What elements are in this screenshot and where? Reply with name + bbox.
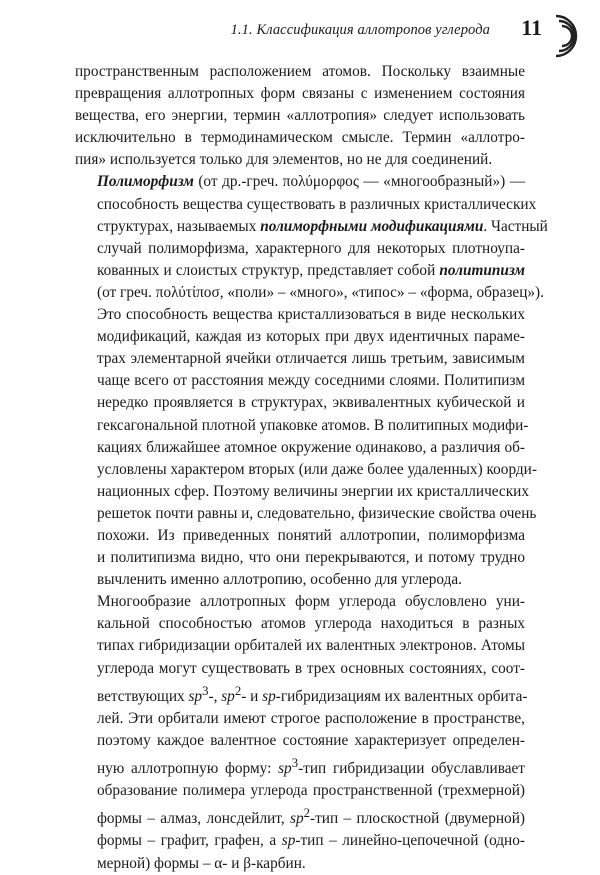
text-line: Это способность вещества кристаллизоваться в виде нескольких bbox=[97, 306, 525, 324]
text-run: -гибридизациям их валентных орбита- bbox=[275, 687, 528, 705]
text-line: гексагональной плотной упаковке атомов. В политипных модифи- bbox=[97, 416, 529, 434]
text-line: чаще всего от расстояния между соседними слоями. Политипизм bbox=[97, 372, 525, 390]
italic-text: sp bbox=[188, 687, 203, 705]
text-run: -, bbox=[208, 687, 222, 705]
text-line: кациях ближайшее атомное окружение одинаково, а различия об- bbox=[97, 438, 525, 456]
page-header bbox=[0, 12, 600, 52]
italic-text: sp bbox=[290, 810, 304, 828]
superscript: 2 bbox=[303, 806, 311, 821]
paragraph bbox=[75, 171, 548, 591]
italic-text: sp bbox=[278, 760, 292, 778]
page-number: 11 bbox=[521, 15, 542, 40]
text-line: нередко проявляется в структурах, эквивалентных кубической и bbox=[97, 394, 525, 412]
text-run: -тип – плоскостной (двумерной) bbox=[310, 810, 525, 828]
text-line: условлены характером вторых (или даже более удаленных) коорди- bbox=[97, 460, 537, 478]
text-run: (от др.-греч. πολύμορφος — «многообразный») — bbox=[193, 173, 525, 191]
text-line: мерной) формы – α- и β-карбин. bbox=[97, 854, 306, 872]
superscript: 3 bbox=[202, 683, 209, 698]
text-line: похожи. Из приведенных понятий аллотропии, полиморфизма bbox=[97, 526, 525, 544]
text-line bbox=[75, 830, 525, 852]
text-line: и политипизма видно, что они перекрываются, и потому трудно bbox=[97, 549, 525, 567]
term-emphasis: Полиморфизм bbox=[97, 173, 194, 191]
text-line bbox=[75, 752, 525, 780]
text-run: формы – алмаз, лонсдейлит, bbox=[97, 810, 291, 828]
running-title: 1.1. Классификация аллотропов углерода bbox=[230, 22, 490, 38]
text-line bbox=[75, 802, 525, 830]
text-line: случай полиморфизма, характерного для некоторых плотноупа- bbox=[97, 239, 525, 257]
text-run: . Частный bbox=[483, 217, 548, 235]
text-line: типах гибридизации орбиталей их валентных электронов. Атомы bbox=[97, 637, 525, 655]
text-line: способность вещества существовать в различных кристаллических bbox=[97, 195, 537, 213]
text-run: - и bbox=[241, 687, 263, 705]
text-line bbox=[75, 216, 548, 238]
text-run: формы – графит, графен, а bbox=[97, 832, 282, 850]
superscript: 2 bbox=[234, 683, 242, 698]
term-emphasis: полиморфными модификациями bbox=[260, 217, 484, 235]
text-run: кованных и слоистых структур, представляет собой bbox=[97, 261, 440, 279]
text-line bbox=[75, 260, 525, 282]
text-run: структурах, называемых bbox=[97, 217, 261, 235]
text-line: (от греч. πολύτίποσ, «поли» – «много», «типос» – «форма, образец»). bbox=[97, 283, 544, 301]
text-run: ную аллотропную форму: bbox=[97, 760, 279, 778]
text-line: решеток почти равны и, следовательно, физические свойства очень bbox=[97, 504, 537, 522]
text-line: Многообразие аллотропных форм углерода обусловлено уни- bbox=[97, 593, 525, 611]
text-line: кальной способностью атомов углерода находиться в разных bbox=[97, 615, 525, 633]
text-line: вещества, его энергии, термин «аллотропия» следует использовать bbox=[75, 107, 525, 125]
decorative-arcs-icon bbox=[534, 12, 582, 60]
paragraph bbox=[75, 591, 528, 874]
text-line: превращения аллотропных форм связаны с изменением состояния bbox=[75, 85, 525, 103]
text-line: поэтому каждое валентное состояние характеризует определен- bbox=[97, 731, 525, 749]
text-run: ветствующих bbox=[97, 687, 189, 705]
text-line: лей. Эти орбитали имеют строгое расположение в пространстве, bbox=[97, 709, 525, 727]
text-line: национных сфер. Поэтому величины энергии их кристаллических bbox=[97, 482, 529, 500]
text-line: углерода могут существовать в трех основных состояниях, соот- bbox=[97, 659, 525, 677]
text-line: модификаций, каждая из которых при двух идентичных параме- bbox=[97, 328, 525, 346]
superscript: 3 bbox=[291, 756, 299, 770]
term-emphasis: политипизм bbox=[439, 261, 525, 279]
text-line bbox=[75, 680, 528, 708]
text-line bbox=[75, 171, 525, 193]
text-line: вычленить именно аллотропию, особенно для углерода. bbox=[97, 571, 463, 589]
body-text bbox=[75, 61, 548, 875]
paragraph bbox=[75, 61, 525, 171]
text-line: трах элементарной ячейки отличается лишь третьим, зависимым bbox=[97, 350, 525, 368]
italic-text: sp bbox=[281, 832, 296, 850]
text-run: -тип гибридизации обуславливает bbox=[298, 760, 525, 778]
italic-text: sp bbox=[221, 687, 235, 705]
text-line: пространственным расположением атомов. Поскольку взаимные bbox=[75, 63, 525, 80]
text-line: исключительно в термодинамическом смысле. Термин «аллотро- bbox=[75, 129, 525, 147]
text-run: -тип – линейно-цепочечной (одно- bbox=[295, 832, 525, 850]
italic-text: sp bbox=[262, 687, 276, 705]
text-line: образование полимера углерода пространственной (трехмерной) bbox=[97, 782, 525, 800]
text-line: пия» используется только для элементов, но не для соединений. bbox=[75, 151, 493, 169]
